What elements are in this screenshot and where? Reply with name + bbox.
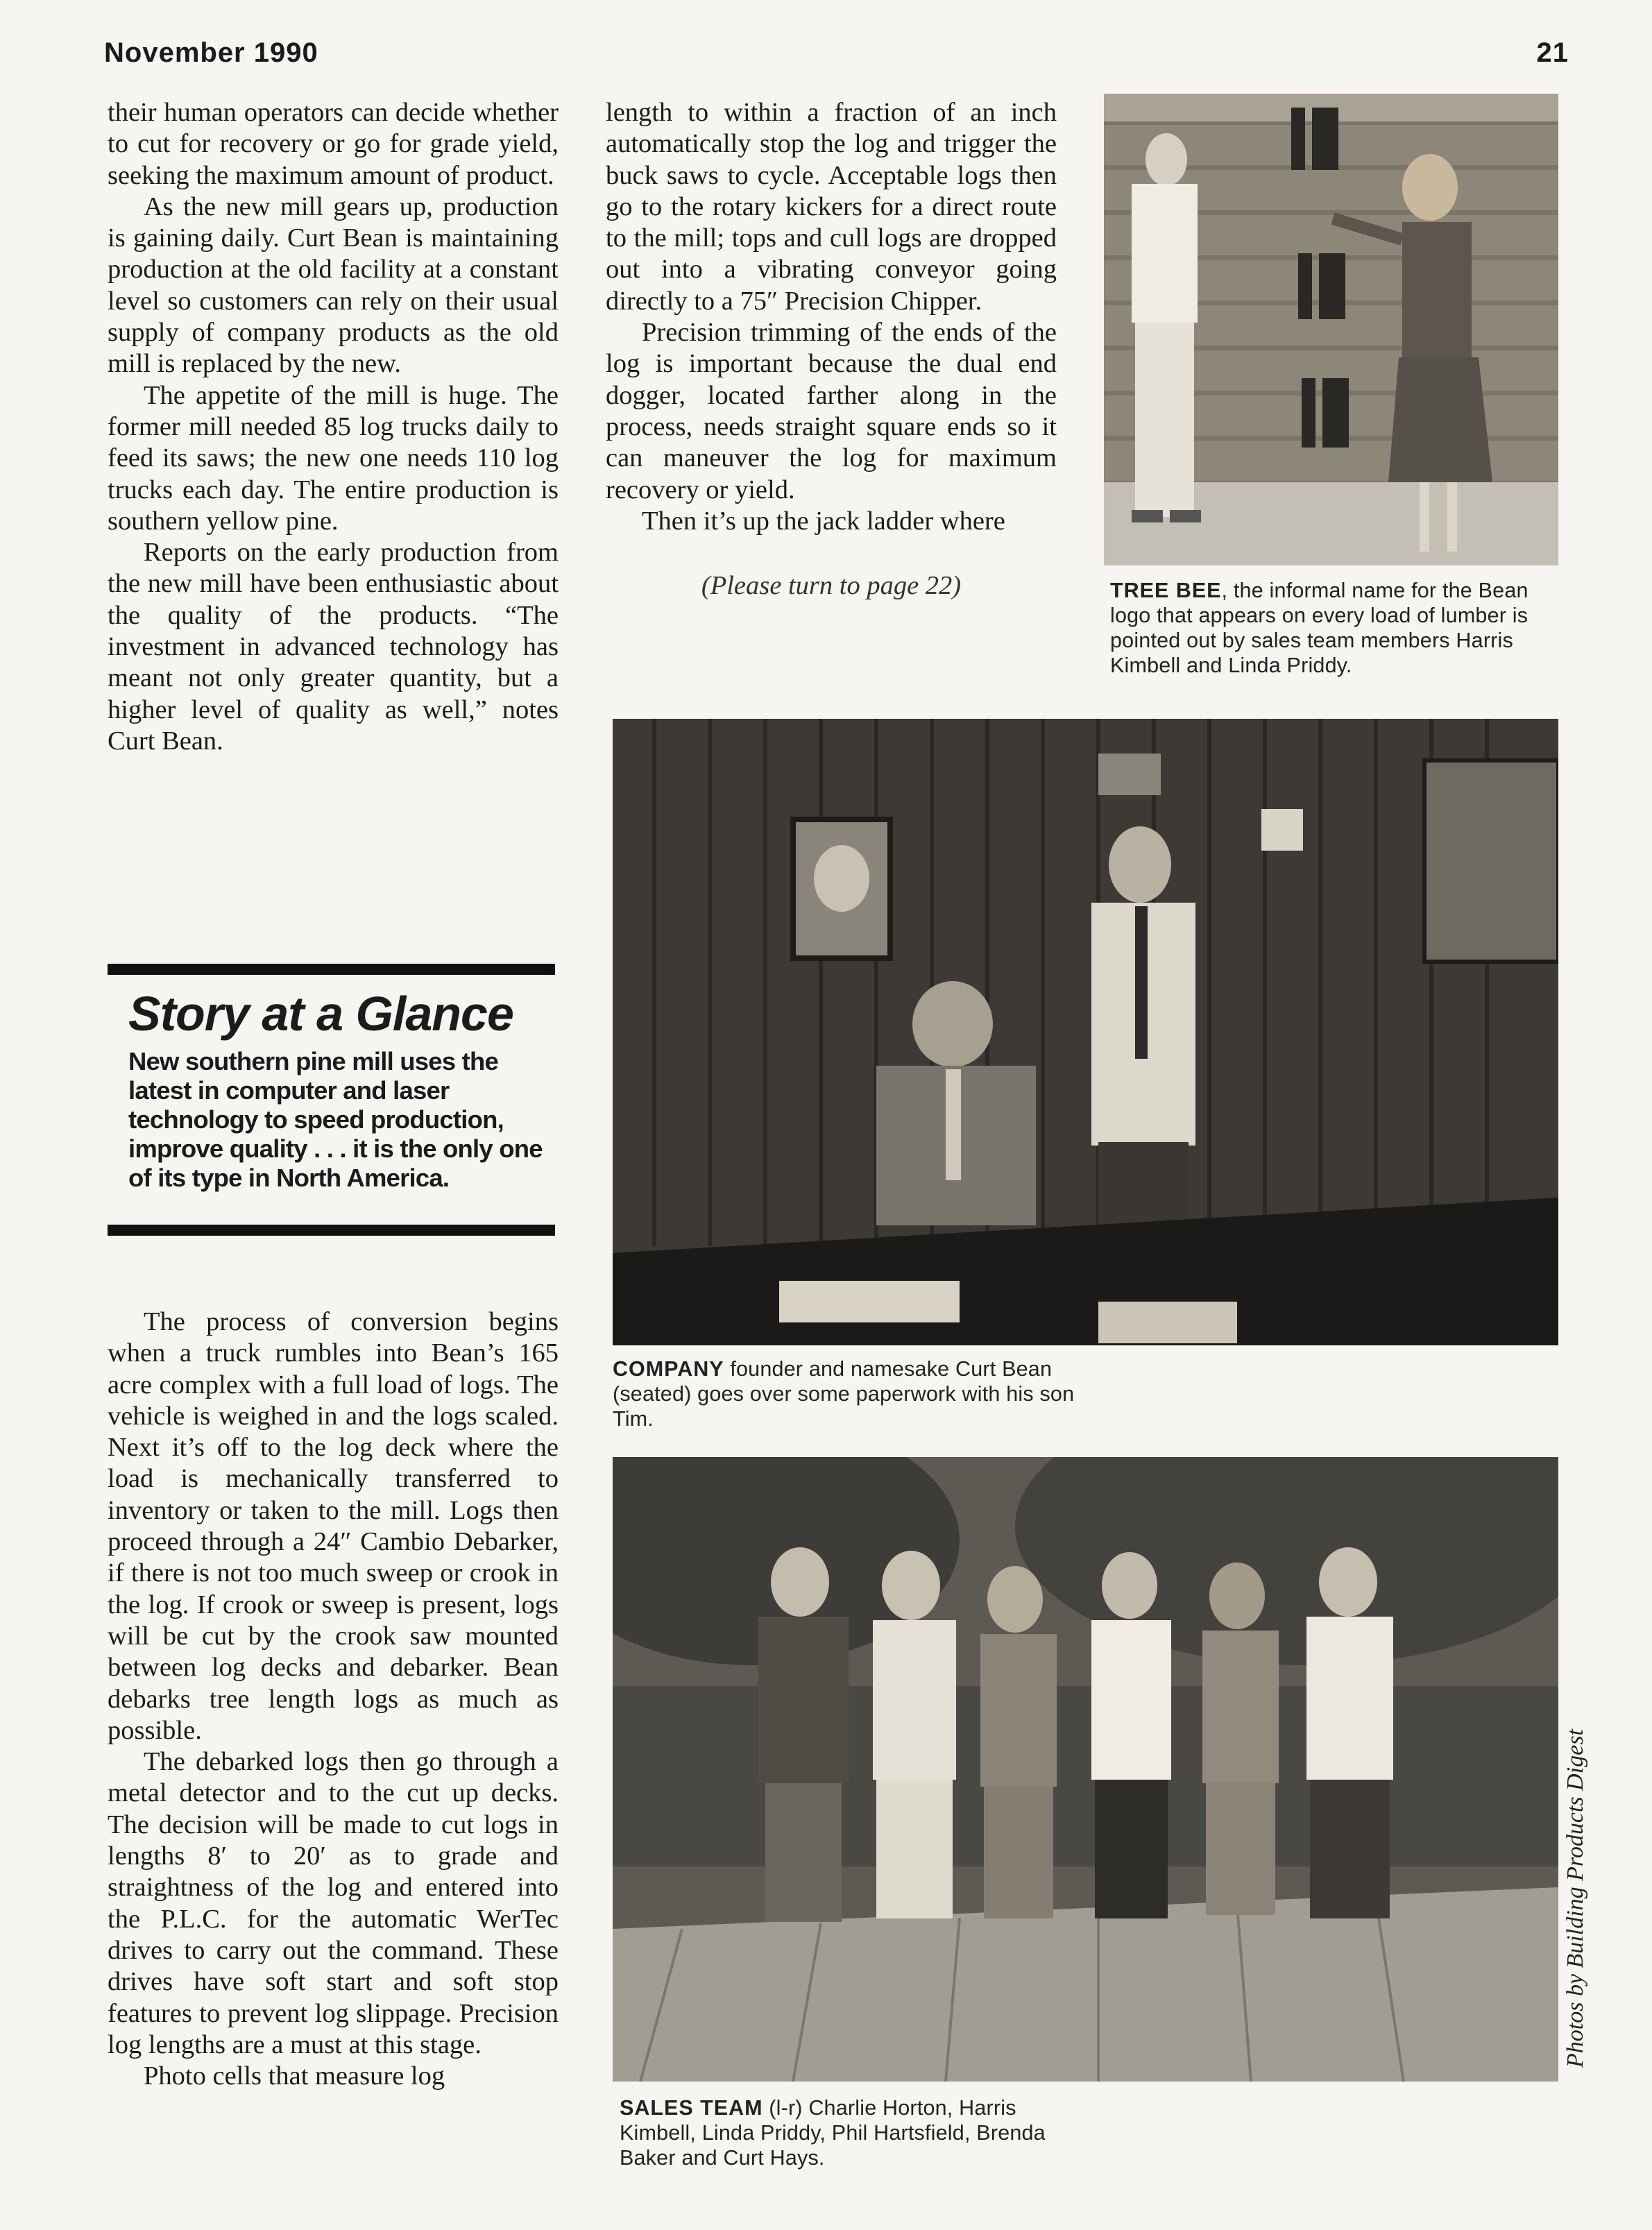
divider — [108, 1225, 555, 1236]
tree-bee-photo — [1104, 94, 1558, 565]
paragraph: The process of conversion begins when a truck rumbles into Bean’s 165 acre complex with a full load of logs. The vehicle is weighed in and the logs scaled. Next it’s off to the log deck where the load is mechanically transferred to inventory or taken to the mill. Logs then proceed through a 24″ Cambio Debarker, if there is not too much sweep or crook in the log. If crook or sweep is present, logs will be cut by the crook saw mounted between log decks and debarker. Bean debarks tree length logs as much as possible. — [108, 1307, 559, 1745]
caption-lead: COMPANY — [613, 1357, 724, 1381]
paragraph: their human operators can decide whether to cut for recovery or go for grade yield, seeking the maximum amount of product. — [108, 98, 559, 190]
column-2 — [606, 97, 1057, 602]
paragraph: Precision trimming of the ends of the log is important because the dual end dogger, located farther along in the process, needs straight square ends so it can maneuver the log for maximum recovery or yield. — [606, 318, 1057, 504]
caption-text: , the informal name for the Bean logo that appears on every load of lumber is pointed out by sales team members Harris Kimbell and Linda Priddy. — [1110, 579, 1528, 677]
paragraph: Then it’s up the jack ladder where — [642, 506, 1005, 536]
tree-bee-caption — [1110, 578, 1558, 678]
header-date: November 1990 — [104, 37, 318, 68]
company-founder-photo — [613, 719, 1558, 1345]
column-1-top — [108, 97, 559, 757]
sales-team-photo — [613, 1457, 1558, 2082]
continued-note: (Please turn to page 22) — [701, 571, 962, 601]
paragraph: The debarked logs then go through a metal detector and to the cut up decks. The decision will be made to cut logs in lengths 8′ to 20′ as to grade and straightness of the log and entered into the P.L.C. for the automatic WerTec drives to carry out the command. These drives have soft start and soft stop features to prevent log slippage. Precision log lengths are a must at this stage. — [108, 1747, 559, 2059]
paragraph: The appetite of the mill is huge. The former mill needed 85 log trucks daily to feed its saws; the new one needs 110 log trucks each day. The entire production is southern yellow pine. — [108, 380, 559, 536]
column-1-bottom — [108, 1306, 559, 2092]
glance-title: Story at a Glance — [128, 987, 513, 1041]
company-caption — [613, 1356, 1084, 1431]
story-at-a-glance-box — [108, 964, 555, 1241]
paragraph: Reports on the early production from the new mill have been enthusiastic about the quality of the products. “The investment in advanced technology has meant not only greater quantity, but a higher level of quality as well,” notes Curt Bean. — [108, 538, 559, 756]
caption-text: (l-r) Charlie Horton, Harris Kimbell, Linda Priddy, Phil Hartsfield, Brenda Baker and Curt Hays. — [620, 2096, 1046, 2170]
paragraph: Photo cells that measure log — [144, 2061, 445, 2091]
page-number: 21 — [1536, 37, 1569, 68]
sales-team-caption — [620, 2095, 1091, 2170]
glance-body: New southern pine mill uses the latest in computer and laser technology to speed production, improve quality . . . it is the only one of its type in North America. — [128, 1047, 543, 1192]
photo-credit: Photos by Building Products Digest — [1562, 1729, 1588, 2068]
caption-lead: SALES TEAM — [620, 2096, 763, 2120]
paragraph: As the new mill gears up, production is gaining daily. Curt Bean is maintaining production at the old facility at a constant level so customers can rely on their usual supply of company products as the old mill is replaced by the new. — [108, 191, 559, 379]
caption-text: founder and namesake Curt Bean (seated) goes over some paperwork with his son Tim. — [613, 1357, 1075, 1431]
divider — [108, 964, 555, 975]
caption-lead: TREE BEE — [1110, 579, 1222, 602]
paragraph: length to within a fraction of an inch automatically stop the log and trigger the buck saws to cycle. Acceptable logs then go to the rotary kickers for a direct route to the mill; tops and cull logs are dropped out into a vibrating conveyor going directly to a 75″ Precision Chipper. — [606, 98, 1057, 316]
